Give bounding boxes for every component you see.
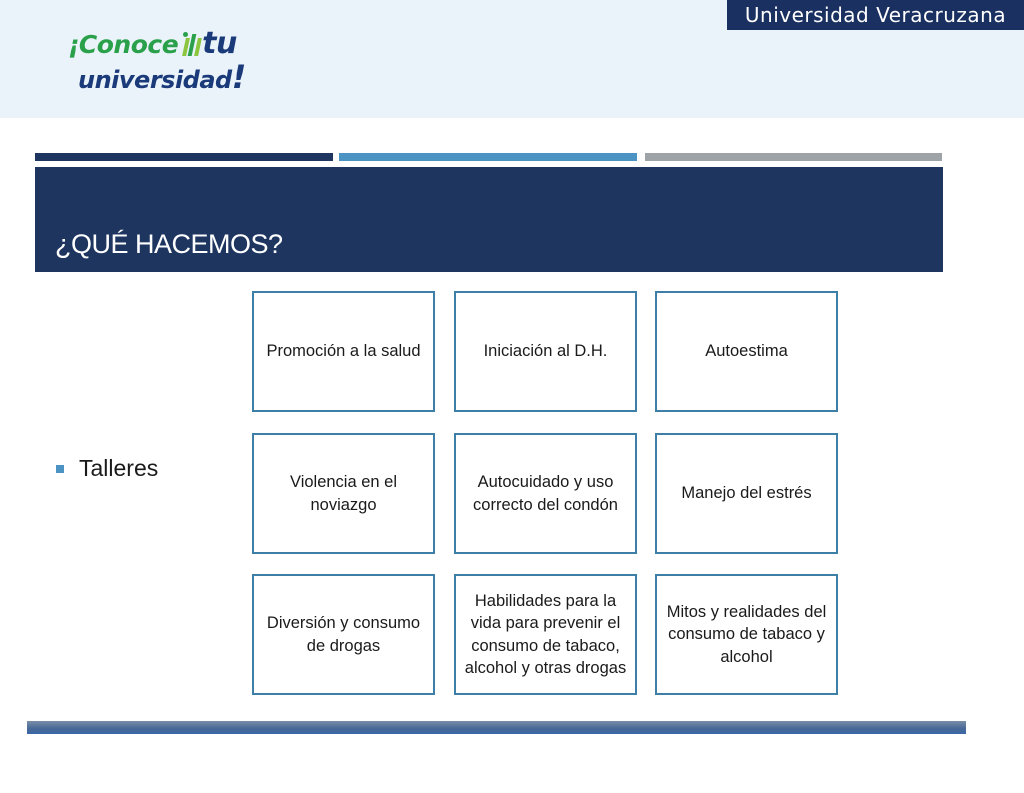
logo-text-universidad: universidad (78, 66, 232, 94)
workshop-box-diversion-drogas: Diversión y consumo de drogas (252, 574, 435, 695)
footer-bar (27, 721, 966, 734)
workshop-box-manejo-estres: Manejo del estrés (655, 433, 838, 554)
logo-text-conoce: ¡Conoce (68, 30, 179, 59)
workshop-box-mitos-realidades: Mitos y realidades del consumo de tabaco y alcohol (655, 574, 838, 695)
accent-stripe-gray (645, 153, 942, 161)
accent-stripe-navy (35, 153, 333, 161)
slide-title: ¿QUÉ HACEMOS? (55, 229, 283, 259)
workshop-box-violencia-noviazgo: Violencia en el noviazgo (252, 433, 435, 554)
conoce-tu-universidad-logo (68, 24, 268, 94)
logo-text-tu: tu (202, 26, 237, 61)
workshop-box-habilidades-vida: Habilidades para la vida para prevenir el consumo de tabaco, alcohol y otras drogas (454, 574, 637, 695)
title-band (35, 167, 943, 272)
workshop-box-promocion-salud: Promoción a la salud (252, 291, 435, 412)
logo-tu-mark-icon (182, 32, 202, 56)
workshop-box-autocuidado: Autocuidado y uso correcto del condón (454, 433, 637, 554)
workshop-box-autoestima: Autoestima (655, 291, 838, 412)
bullet-square-icon (56, 465, 64, 473)
bullet-talleres: Talleres (79, 455, 159, 481)
accent-stripe-blue (339, 153, 637, 161)
logo-exclamation: ! (231, 58, 246, 96)
institution-banner: Universidad Veracruzana (727, 0, 1024, 30)
workshop-box-iniciacion-dh: Iniciación al D.H. (454, 291, 637, 412)
